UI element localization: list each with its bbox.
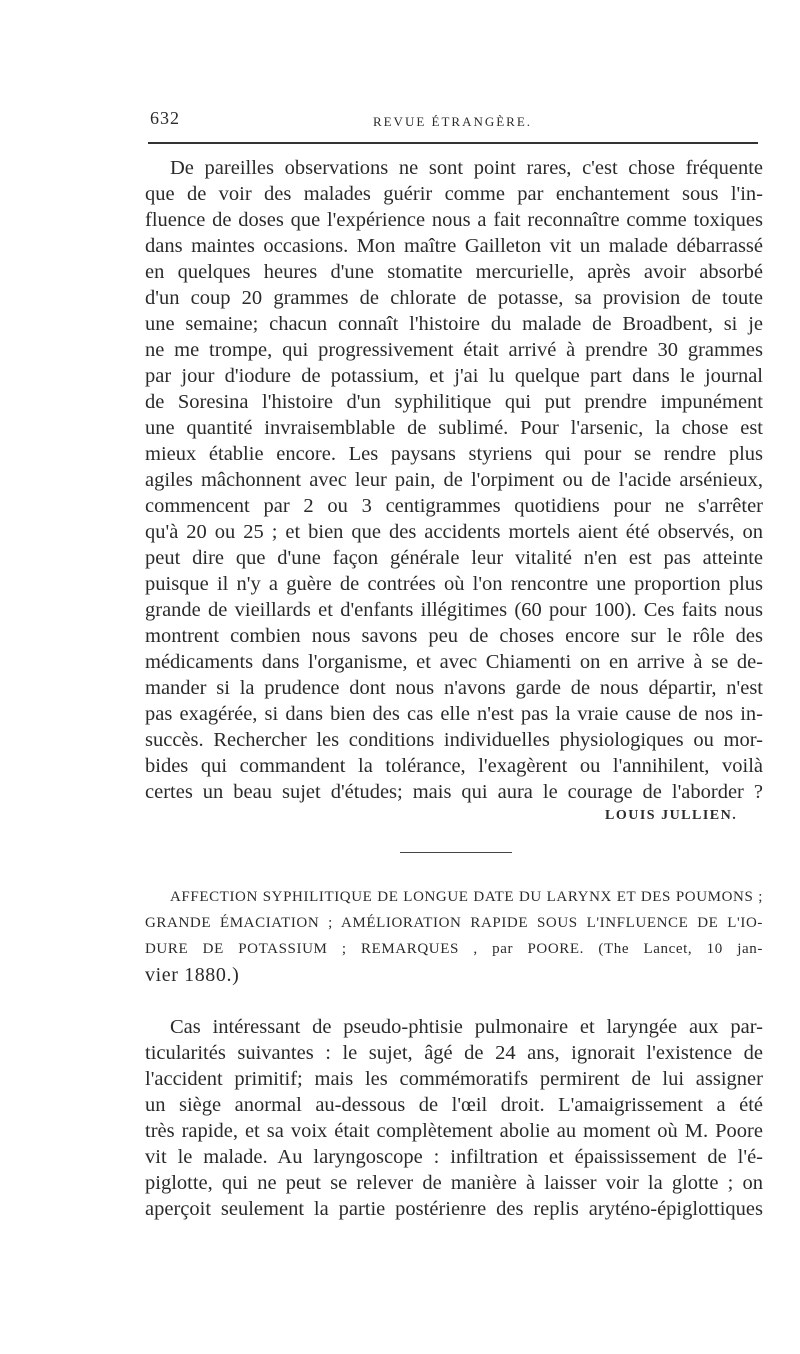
text-line: un siège anormal au-dessous de l'œil droit. L'amaigrissement a été	[145, 1094, 763, 1116]
text-line: médicaments dans l'organisme, et avec Chiamenti on en arrive à se de-	[145, 651, 763, 673]
text-line: d'un coup 20 grammes de chlorate de potasse, sa provision de toute	[145, 287, 763, 309]
page-header	[150, 108, 755, 132]
section-heading	[145, 884, 763, 988]
text-line: l'accident primitif; mais les commémoratifs permirent de lui assigner	[145, 1068, 763, 1090]
heading-line: vier 1880.)	[145, 964, 240, 986]
text-line: très rapide, et sa voix était complètement abolie au moment où M. Poore	[145, 1120, 763, 1142]
text-line: Cas intéressant de pseudo-phtisie pulmonaire et laryngée aux par-	[170, 1016, 763, 1038]
heading-line: GRANDE ÉMACIATION ; AMÉLIORATION RAPIDE SOUS L'INFLUENCE DE L'IO-	[145, 915, 763, 931]
running-title: REVUE ÉTRANGÈRE.	[372, 114, 533, 129]
text-line: agiles mâchonnent avec leur pain, de l'orpiment ou de l'acide arsénieux,	[145, 469, 763, 491]
text-line: certes un beau sujet d'études; mais qui aura le courage de l'aborder ?	[145, 781, 763, 803]
page-number: 632	[150, 108, 180, 128]
text-line: commencent par 2 ou 3 centigrammes quotidiens pour ne s'arrêter	[145, 495, 763, 517]
text-line: pas exagérée, si dans bien des cas elle n'est pas la vraie cause de nos in-	[145, 703, 763, 725]
paragraph-2	[145, 1014, 763, 1222]
text-line: une quantité invraisemblable de sublimé. Pour l'arsenic, la chose est	[145, 417, 763, 439]
text-line: mander si la prudence dont nous n'avons garde de nous départir, n'est	[145, 677, 763, 699]
text-line: fluence de doses que l'expérience nous a fait reconnaître comme toxiques	[145, 209, 763, 231]
heading-line: DURE DE POTASSIUM ; REMARQUES , par POORE. (The Lancet, 10 jan-	[145, 941, 763, 957]
text-line: puisque il n'y a guère de contrées où l'on rencontre une proportion plus	[145, 573, 763, 595]
header-rule	[148, 142, 758, 144]
text-line: ne me trompe, qui progressivement était arrivé à prendre 30 grammes	[145, 339, 763, 361]
text-line: en quelques heures d'une stomatite mercurielle, après avoir absorbé	[145, 261, 763, 283]
text-line: grande de vieillards et d'enfants illégitimes (60 pour 100). Ces faits nous	[145, 599, 763, 621]
text-line: que de voir des malades guérir comme par enchantement sous l'in-	[145, 183, 763, 205]
text-line: De pareilles observations ne sont point rares, c'est chose fréquente	[170, 157, 763, 179]
text-line: montrent combien nous savons peu de choses encore sur le rôle des	[145, 625, 763, 647]
text-line: qu'à 20 ou 25 ; et bien que des accidents mortels aient été observés, on	[145, 521, 763, 543]
text-line: par jour d'iodure de potassium, et j'ai lu quelque part dans le journal	[145, 365, 763, 387]
text-line: bides qui commandent la tolérance, l'exagèrent ou l'annihilent, voilà	[145, 755, 763, 777]
text-line: peut dire que d'une façon générale leur vitalité n'en est pas atteinte	[145, 547, 763, 569]
text-line: succès. Rechercher les conditions individuelles physiologiques ou mor-	[145, 729, 763, 751]
text-line: mieux établie encore. Les paysans styriens qui pour se rendre plus	[145, 443, 763, 465]
heading-line: AFFECTION SYPHILITIQUE DE LONGUE DATE DU LARYNX ET DES POUMONS ;	[170, 889, 763, 905]
author-signature: LOUIS JULLIEN.	[605, 808, 738, 823]
text-line: piglotte, qui ne peut se relever de manière à laisser voir la glotte ; on	[145, 1172, 763, 1194]
text-line: ticularités suivantes : le sujet, âgé de 24 ans, ignorait l'existence de	[145, 1042, 763, 1064]
text-line: une semaine; chacun connaît l'histoire du malade de Broadbent, si je	[145, 313, 763, 335]
paragraph-1	[145, 155, 763, 805]
text-line: de Soresina l'histoire d'un syphilitique qui put prendre impunément	[145, 391, 763, 413]
section-divider	[400, 852, 512, 853]
text-line: dans maintes occasions. Mon maître Gailleton vit un malade débarrassé	[145, 235, 763, 257]
text-line: vit le malade. Au laryngoscope : infiltration et épaississement de l'é-	[145, 1146, 763, 1168]
text-line: aperçoit seulement la partie postérienre des replis aryténo-épiglottiques	[145, 1198, 763, 1220]
